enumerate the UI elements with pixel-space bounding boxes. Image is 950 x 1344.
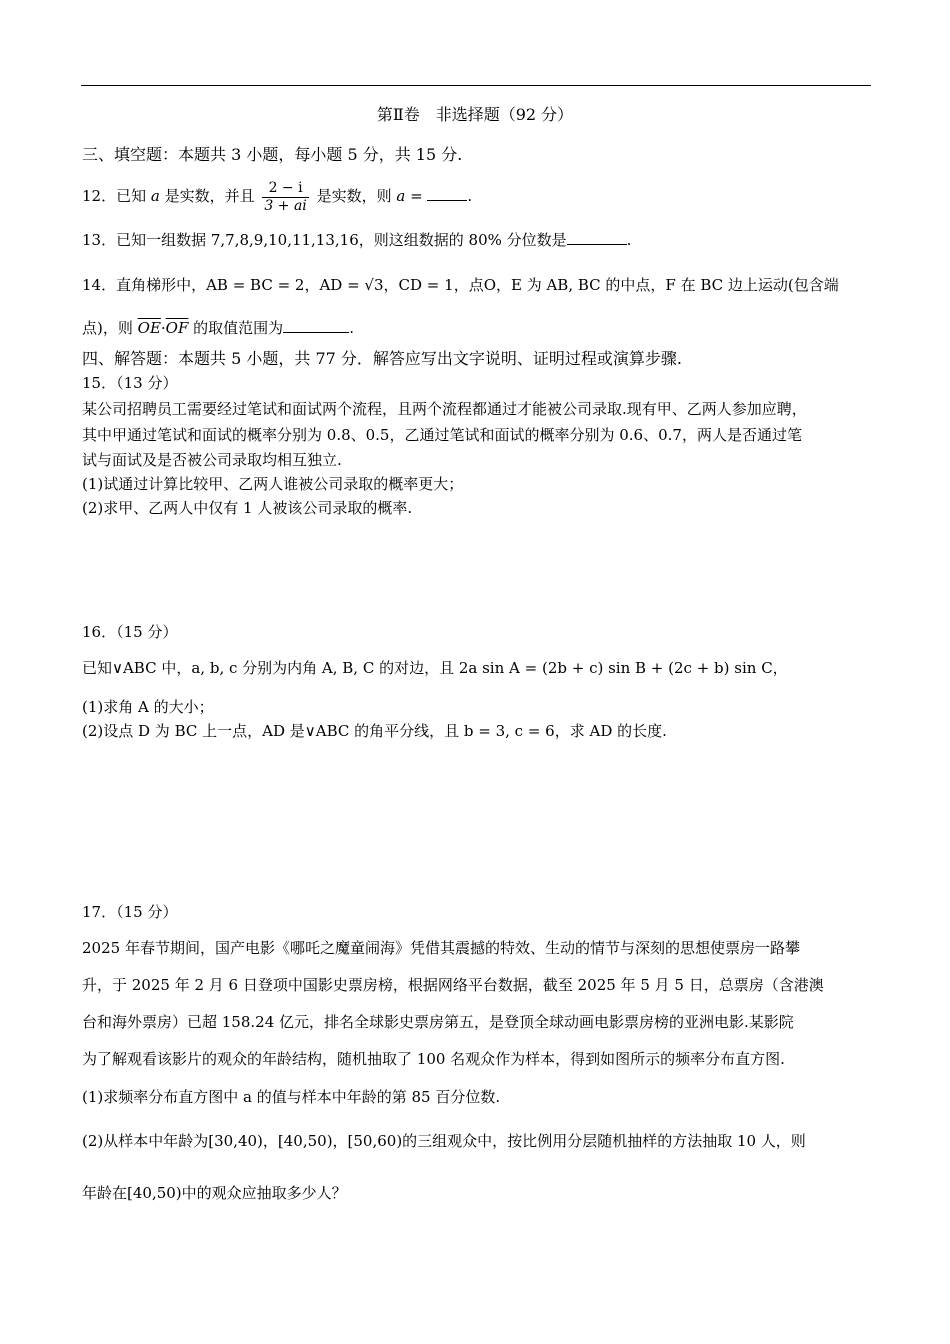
q15-line: 某公司招聘员工需要经过笔试和面试两个流程，且两个流程都通过才能被公司录取.现有甲、乙两人参加应聘， [82, 400, 807, 418]
q12-end: . [467, 187, 473, 205]
q17-line: 2025 年春节期间，国产电影《哪吒之魔童闹海》凭借其震撼的特效、生动的情节与深刻的思想使票房一路攀 [82, 939, 800, 957]
q12-mid2: 是实数，则 [316, 187, 392, 205]
section-title: 第Ⅱ卷 非选择题（92 分） [376, 105, 574, 124]
q17-line: 为了解观看该影片的观众的年龄结构，随机抽取了 100 名观众作为样本，得到如图所示的频率分布直方图. [82, 1050, 785, 1068]
q13-text: 13．已知一组数据 7,7,8,9,10,11,13,16，则这组数据的 80% 分位数是 [82, 231, 567, 249]
q14-vector-oe: $\overline{OE}$ [137, 319, 161, 337]
q13-answer-blank [567, 230, 627, 245]
q16-line: 已知∨ABC 中，a, b, c 分别为内角 A, B, C 的对边，且 2a sin A = (2b + c) sin B + (2c + b) sin C， [82, 659, 788, 677]
q15-line: 其中甲通过笔试和面试的概率分别为 0.8、0.5，乙通过笔试和面试的概率分别为 0.6、0.7，两人是否通过笔 [82, 426, 802, 444]
q12-fraction [262, 180, 308, 215]
q17-title: 17．（15 分） [82, 903, 178, 921]
top-rule [81, 85, 871, 86]
q17-part1: (1)求频率分布直方图中 a 的值与样本中年龄的第 85 百分位数. [82, 1088, 501, 1106]
question-12 [82, 176, 472, 216]
q15-part1: (1)试通过计算比较甲、乙两人谁被公司录取的概率更大； [82, 475, 464, 493]
q16-part1: (1)求角 A 的大小； [82, 698, 214, 716]
q14-line2-tail: 的取值范围为 [193, 319, 284, 337]
q16-title: 16．（15 分） [82, 623, 178, 641]
q12-var-a: a [150, 187, 160, 205]
q14-vector-of: $\overline{OF}$ [165, 319, 189, 337]
q12-lead: 12．已知 [82, 187, 147, 205]
part3-heading: 三、填空题：本题共 3 小题，每小题 5 分，共 15 分. [82, 145, 463, 164]
q12-frac-den: 3 + ai [264, 197, 307, 214]
q17-part2-cont: 年龄在[40,50)中的观众应抽取多少人？ [82, 1184, 347, 1202]
q14-line2-lead: 点)，则 [82, 319, 133, 337]
q13-end: . [626, 231, 632, 249]
q12-answer-blank [427, 186, 467, 201]
q12-frac-num: 2 − i [262, 180, 308, 198]
q15-title: 15．（13 分） [82, 374, 178, 392]
question-13 [82, 230, 631, 250]
q17-line: 升，于 2025 年 2 月 6 日登项中国影史票房榜，根据网络平台数据，截至 2025 年 5 月 5 日，总票房（含港澳 [82, 976, 824, 994]
q17-line: 台和海外票房）已超 158.24 亿元，排名全球影史票房第五，是登顶全球动画电影票房榜的亚洲电影.某影院 [82, 1013, 794, 1031]
q17-part2: (2)从样本中年龄为[30,40)，[40,50)，[50,60)的三组观众中，按比例用分层随机抽样的方法抽取 10 人，则 [82, 1132, 806, 1150]
q14-end: . [349, 319, 354, 337]
part4-heading: 四、解答题：本题共 5 小题，共 77 分．解答应写出文字说明、证明过程或演算步骤. [82, 349, 682, 368]
question-14-line2 [82, 318, 354, 338]
q16-part2: (2)设点 D 为 BC 上一点，AD 是∨ABC 的角平分线，且 b = 3, c = 6，求 AD 的长度. [82, 722, 667, 740]
q14-answer-blank [283, 318, 349, 333]
question-14-line1: 14．直角梯形中，AB = BC = 2，AD = √3，CD = 1，点O，E 为 AB, BC 的中点，F 在 BC 边上运动(包含端 [82, 276, 839, 294]
q12-mid1: 是实数，并且 [164, 187, 255, 205]
q15-part2: (2)求甲、乙两人中仅有 1 人被该公司录取的概率. [82, 499, 413, 517]
q15-line: 试与面试及是否被公司录取均相互独立. [82, 451, 342, 469]
q12-tail: a = [396, 187, 423, 205]
q14-dot: · [160, 319, 166, 337]
